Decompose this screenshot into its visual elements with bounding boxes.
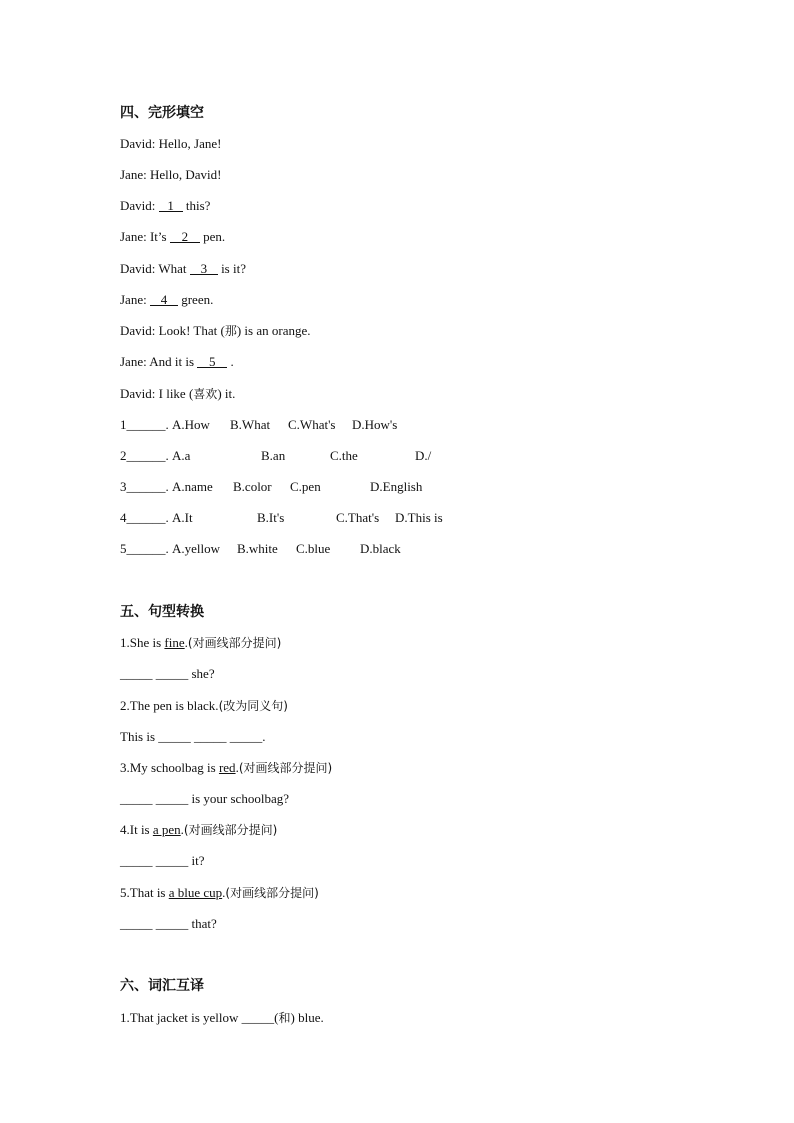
option-a[interactable]: A.yellow	[172, 541, 221, 556]
dialogue-text: ) is an orange.	[236, 323, 311, 338]
dialogue-text: ) it.	[217, 386, 236, 401]
dialogue-text: pen.	[199, 229, 226, 244]
section-4-title: 四、完形填空	[120, 105, 204, 121]
option-d[interactable]: D.How's	[352, 417, 398, 432]
dialogue-text: .	[227, 354, 234, 369]
option-a[interactable]: A.a	[172, 448, 191, 463]
dialogue-text: this?	[182, 198, 211, 213]
instruction-note: (对画线部分提问)	[187, 636, 282, 650]
item-text: 5.That is	[120, 885, 169, 900]
option-d[interactable]: D.English	[370, 479, 423, 494]
answer-line-1[interactable]: _____ _____ she?	[120, 666, 215, 681]
dialogue-line-7	[120, 323, 310, 339]
dialogue-text: David: What	[120, 261, 190, 276]
transform-item-5	[120, 885, 319, 901]
chinese-gloss: 那	[224, 324, 237, 338]
item-text: .	[184, 635, 188, 650]
answer-line-5[interactable]: _____ _____ that?	[120, 916, 217, 931]
option-c[interactable]: C.the	[330, 448, 358, 463]
option-d[interactable]: D.This is	[395, 510, 443, 525]
answer-line-3[interactable]: _____ _____ is your schoolbag?	[120, 791, 289, 806]
option-b[interactable]: B.white	[237, 541, 278, 556]
transform-item-2	[120, 698, 288, 714]
question-number: 5______.	[120, 541, 169, 556]
blank-4[interactable]: 4	[150, 292, 178, 306]
question-number: 3______.	[120, 479, 169, 494]
answer-line-2[interactable]: This is _____ _____ _____.	[120, 729, 266, 744]
dialogue-line-8	[120, 354, 234, 370]
option-d[interactable]: D.black	[360, 541, 401, 556]
dialogue-text: Jane: Hello, David!	[120, 167, 222, 182]
option-a[interactable]: A.name	[172, 479, 213, 494]
dialogue-text: is it?	[217, 261, 246, 276]
dialogue-text: David: Look! That (	[120, 323, 225, 338]
option-c[interactable]: C.That's	[336, 510, 380, 525]
option-b[interactable]: B.an	[261, 448, 286, 463]
dialogue-line-4	[120, 229, 225, 245]
translate-item-1	[120, 1010, 324, 1026]
dialogue-line-3	[120, 198, 210, 214]
dialogue-text: Jane:	[120, 292, 150, 307]
option-b[interactable]: B.color	[233, 479, 272, 494]
transform-item-3	[120, 760, 332, 776]
instruction-note: (对画线部分提问)	[225, 886, 319, 900]
item-text: 3.My schoolbag is	[120, 760, 219, 775]
item-text: .	[235, 760, 239, 775]
option-c[interactable]: C.pen	[290, 479, 321, 494]
transform-item-4	[120, 822, 277, 838]
section-5-title: 五、句型转换	[120, 604, 204, 620]
question-number: 2______.	[120, 448, 169, 463]
dialogue-text: Jane: It’s	[120, 229, 170, 244]
item-text: 4.It is	[120, 822, 153, 837]
item-text: .	[222, 885, 226, 900]
option-d[interactable]: D./	[415, 448, 432, 463]
option-b[interactable]: B.What	[230, 417, 271, 432]
question-number: 4______.	[120, 510, 169, 525]
dialogue-line-6	[120, 292, 213, 308]
item-text: 2.The pen is black.	[120, 698, 219, 713]
dialogue-line-1	[120, 136, 221, 152]
dialogue-line-2	[120, 167, 221, 183]
dialogue-text: Jane: And it is	[120, 354, 198, 369]
section-6-title: 六、词汇互译	[120, 978, 204, 994]
dialogue-line-9	[120, 386, 235, 402]
dialogue-text: David: I like (	[120, 386, 194, 401]
blank-5[interactable]: 5	[197, 354, 227, 368]
item-text: .	[180, 822, 184, 837]
underlined-part: fine	[164, 635, 185, 650]
item-text: ) blue.	[290, 1010, 324, 1025]
item-text: 1.That jacket is yellow _____(	[120, 1010, 279, 1025]
option-a[interactable]: A.How	[172, 417, 210, 432]
instruction-note: (改为同义句)	[218, 699, 288, 713]
underlined-part: a blue cup	[168, 885, 223, 900]
transform-item-1	[120, 635, 281, 651]
dialogue-line-5	[120, 261, 246, 277]
question-number: 1______.	[120, 417, 169, 432]
underlined-part: a pen	[152, 822, 181, 837]
item-text: 1.She is	[120, 635, 165, 650]
dialogue-text: green.	[177, 292, 214, 307]
answer-line-4[interactable]: _____ _____ it?	[120, 853, 205, 868]
chinese-gloss: 喜欢	[193, 387, 218, 401]
option-a[interactable]: A.It	[172, 510, 193, 525]
blank-3[interactable]: 3	[190, 261, 218, 275]
instruction-note: (对画线部分提问)	[183, 823, 278, 837]
chinese-gloss: 和	[278, 1011, 291, 1025]
option-b[interactable]: B.It's	[257, 510, 285, 525]
instruction-note: (对画线部分提问)	[238, 761, 333, 775]
option-c[interactable]: C.What's	[288, 417, 336, 432]
underlined-part: red	[218, 760, 236, 775]
blank-2[interactable]: 2	[170, 229, 200, 243]
blank-1[interactable]: 1	[159, 198, 183, 212]
dialogue-text: David:	[120, 198, 159, 213]
dialogue-text: David: Hello, Jane!	[120, 136, 222, 151]
option-c[interactable]: C.blue	[296, 541, 331, 556]
